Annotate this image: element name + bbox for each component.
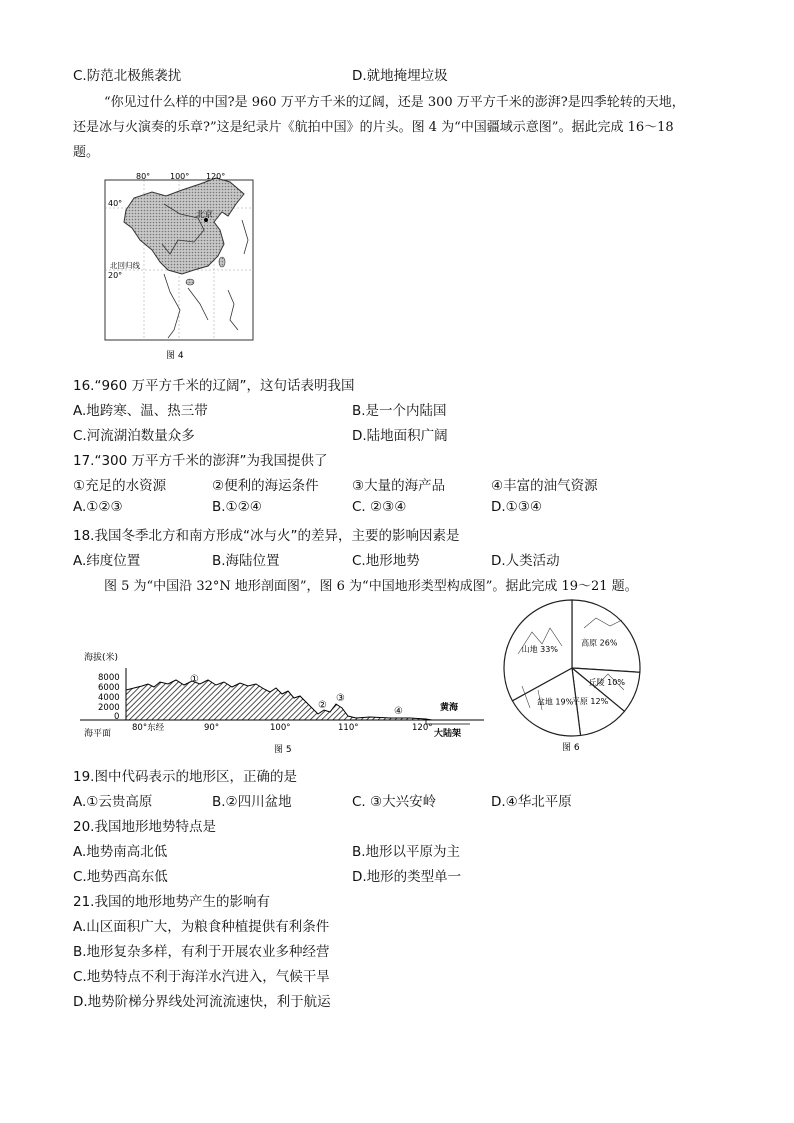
- q20-option-a: A.地势南高北低: [73, 844, 168, 860]
- profile-x-tick: 120°: [412, 723, 433, 733]
- terrain-profile: [126, 680, 432, 720]
- lat-label: 40°: [108, 199, 123, 208]
- q18-option-c: C.地形地势: [352, 553, 420, 569]
- q17-option-d: D.①③④: [491, 499, 542, 515]
- intro1-line3: 题。: [73, 145, 100, 160]
- q17-option-a: A.①②③: [73, 499, 123, 515]
- q19-option-c: C. ③大兴安岭: [352, 794, 437, 810]
- q15-option-d: D.就地掩埋垃圾: [352, 68, 448, 84]
- figure-4-china-map: [104, 170, 256, 364]
- profile-y-tick: 8000: [98, 673, 120, 683]
- pie-label: 丘陵 10%: [588, 677, 625, 687]
- intro1-line1: “你见过什么样的中国?是 960 万平方千米的辽阔，还是 300 万平方千米的澎湃?是四季轮转的天地，: [104, 95, 685, 110]
- q16-option-a: A.地跨寒、温、热三带: [73, 403, 208, 419]
- q15-option-c: C.防范北极熊袭扰: [73, 68, 182, 84]
- q17-option-c: C. ②③④: [352, 499, 407, 515]
- tropic-label: 北回归线: [110, 261, 140, 270]
- pie-label: 平原 12%: [571, 696, 609, 706]
- q18-option-d: D.人类活动: [491, 553, 560, 569]
- q20-option-c: C.地势西高东低: [73, 869, 168, 885]
- profile-y-tick: 0: [114, 712, 120, 722]
- lat-label: 20°: [108, 271, 123, 280]
- intro1-line2: 还是冰与火演奏的乐章?”这是纪录片《航拍中国》的片头。图 4 为“中国疆域示意图”。据此完成 16～18: [73, 120, 674, 135]
- q17-statement-3: ③大量的海产品: [352, 478, 446, 494]
- beijing-label: 北京: [196, 210, 214, 220]
- figure-4-caption: 图 4: [166, 351, 184, 361]
- profile-y-label: 海拔(米): [84, 653, 119, 663]
- pie-slice: [572, 600, 640, 672]
- marker-2: ②: [318, 700, 327, 711]
- sea-level-label: 海平面: [84, 729, 112, 739]
- lon-label: 100°: [170, 172, 190, 181]
- profile-x-tick: 110°: [338, 723, 359, 733]
- q18-option-b: B.海陆位置: [212, 553, 280, 569]
- q17-statement-2: ②便利的海运条件: [212, 478, 319, 494]
- q17-stem: 17.“300 万平方千米的澎湃”为我国提供了: [73, 453, 328, 469]
- marker-4: ④: [394, 706, 403, 717]
- profile-y-tick: 2000: [98, 703, 120, 713]
- q19-option-b: B.②四川盆地: [212, 794, 292, 810]
- yellow-sea-label: 黄海: [440, 703, 459, 713]
- figure-6-caption: 图 6: [562, 743, 580, 752]
- q21-option-c: C.地势特点不利于海洋水汽进入，气候干旱: [73, 969, 330, 985]
- figure-5-caption: 图 5: [274, 745, 292, 755]
- marker-1: ①: [190, 674, 199, 685]
- q21-option-a: A.山区面积广大，为粮食种植提供有利条件: [73, 919, 330, 935]
- marker-3: ③: [336, 693, 345, 704]
- q18-option-a: A.纬度位置: [73, 553, 141, 569]
- profile-x-tick: 80°东经: [132, 723, 165, 733]
- q20-option-b: B.地形以平原为主: [352, 844, 461, 860]
- profile-y-tick: 4000: [98, 693, 120, 703]
- q17-statement-1: ①充足的水资源: [73, 478, 167, 494]
- q16-stem: 16.“960 万平方千米的辽阔”，这句话表明我国: [73, 378, 355, 394]
- q21-stem: 21.我国的地形地势产生的影响有: [73, 894, 270, 910]
- q19-option-a: A.①云贵高原: [73, 794, 153, 810]
- lon-label: 120°: [206, 172, 226, 181]
- q17-statement-4: ④丰富的油气资源: [491, 478, 598, 494]
- q16-option-b: B.是一个内陆国: [352, 403, 447, 419]
- q16-option-d: D.陆地面积广阔: [352, 428, 448, 444]
- q19-option-d: D.④华北平原: [491, 794, 572, 810]
- q21-option-b: B.地形复杂多样，有利于开展农业多种经营: [73, 944, 330, 960]
- pie-label: 高原 26%: [581, 638, 618, 648]
- q21-option-d: D.地势阶梯分界线处河流流速快，利于航运: [73, 994, 331, 1010]
- lon-label: 80°: [136, 172, 151, 181]
- q16-option-c: C.河流湖泊数量众多: [73, 428, 195, 444]
- pie-label: 山地 33%: [521, 644, 558, 654]
- profile-y-tick: 6000: [98, 683, 120, 693]
- figure-6-terrain-pie: [498, 598, 646, 752]
- shelf-label: 大陆架: [434, 729, 462, 739]
- pie-label: 盆地 19%: [536, 697, 574, 707]
- profile-x-tick: 100°: [270, 723, 291, 733]
- q20-option-d: D.地形的类型单一: [352, 869, 462, 885]
- profile-x-tick: 90°: [204, 723, 220, 733]
- q19-stem: 19.图中代码表示的地形区，正确的是: [73, 769, 297, 785]
- q18-stem: 18.我国冬季北方和南方形成“冰与火”的差异，主要的影响因素是: [73, 528, 460, 544]
- intro2: 图 5 为“中国沿 32°N 地形剖面图”，图 6 为“中国地形类型构成图”。据此完成 19～21 题。: [104, 579, 638, 594]
- q20-stem: 20.我国地形地势特点是: [73, 819, 216, 835]
- q17-option-b: B.①②④: [212, 499, 262, 515]
- figure-5-terrain-profile: [80, 644, 488, 756]
